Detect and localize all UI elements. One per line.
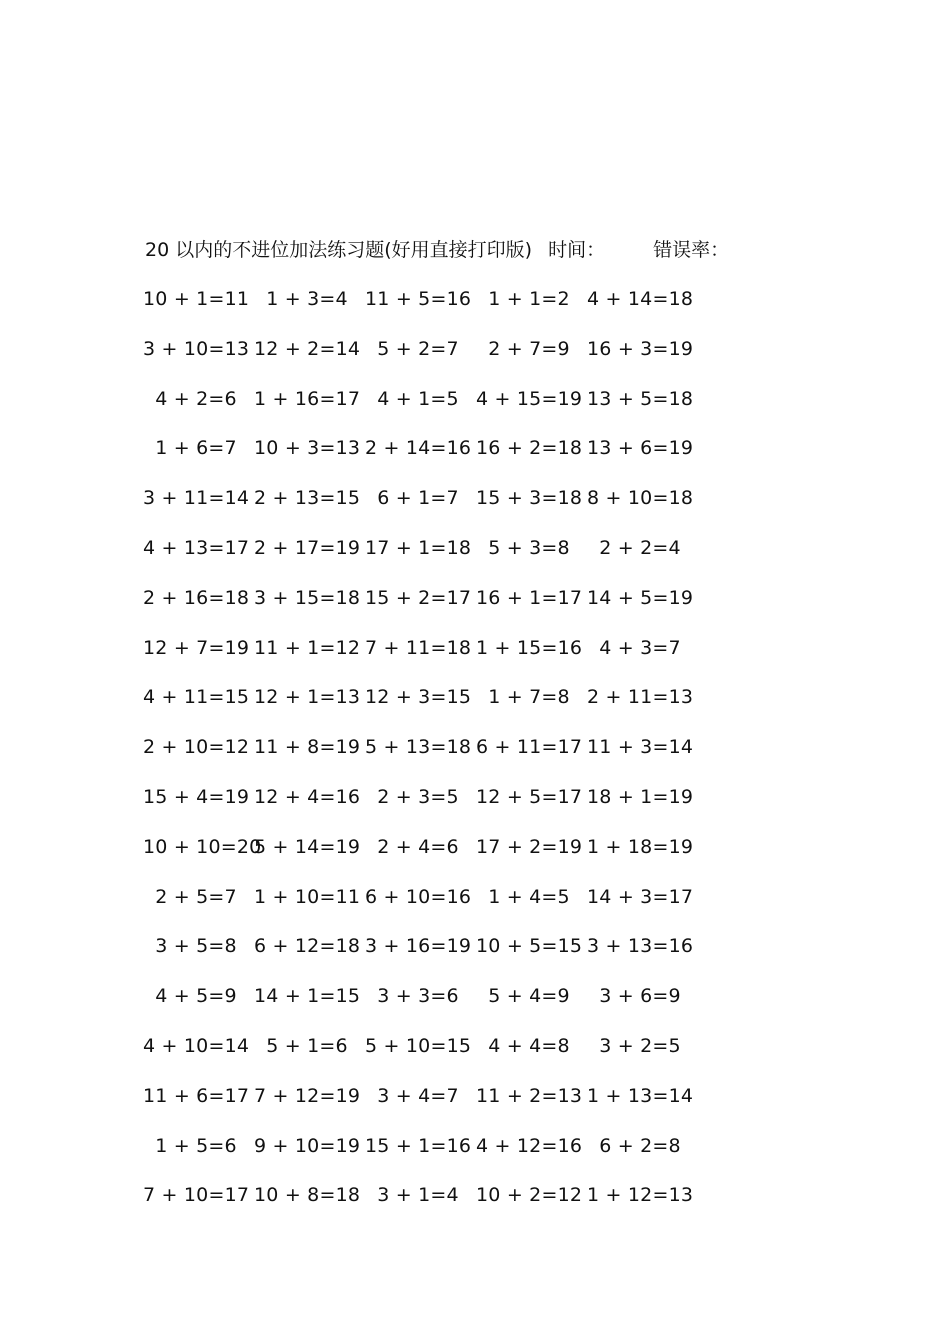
equation: 4 + 4=8: [488, 1034, 570, 1057]
equation: 11 + 8=19: [254, 736, 361, 759]
equation: 15 + 1=16: [365, 1134, 472, 1157]
equation-row: [145, 483, 705, 533]
equation: 7 + 12=19: [254, 1084, 361, 1107]
equation: 1 + 18=19: [587, 835, 694, 858]
equation-row: [145, 384, 705, 434]
equation: 4 + 1=5: [377, 387, 459, 410]
error-rate-label: 错误率：: [653, 239, 730, 261]
equation: 13 + 5=18: [587, 387, 694, 410]
equation: 1 + 10=11: [254, 885, 361, 908]
equation: 16 + 3=19: [587, 337, 694, 360]
equation: 10 + 2=12: [476, 1184, 583, 1207]
equation: 11 + 3=14: [587, 736, 694, 759]
equation-row: [145, 682, 705, 732]
equation: 11 + 2=13: [476, 1084, 583, 1107]
equation: 2 + 10=12: [143, 736, 250, 759]
equation: 7 + 10=17: [143, 1184, 250, 1207]
equation: 5 + 3=8: [488, 536, 570, 559]
equation: 2 + 16=18: [143, 586, 250, 609]
equation: 5 + 4=9: [488, 985, 570, 1008]
equation: 10 + 3=13: [254, 437, 361, 460]
equation: 3 + 5=8: [155, 935, 237, 958]
equation-row: [145, 1131, 705, 1181]
equation: 1 + 6=7: [155, 437, 237, 460]
equation: 1 + 5=6: [155, 1134, 237, 1157]
equation-row: [145, 633, 705, 683]
equation: 12 + 3=15: [365, 686, 472, 709]
equation: 3 + 3=6: [377, 985, 459, 1008]
equation-row: [145, 981, 705, 1031]
equation: 6 + 1=7: [377, 487, 459, 510]
equation: 17 + 1=18: [365, 536, 472, 559]
equation: 10 + 1=11: [143, 288, 250, 310]
equation: 15 + 4=19: [143, 785, 250, 808]
equation: 1 + 3=4: [266, 288, 348, 310]
equation: 7 + 11=18: [365, 636, 472, 659]
equation: 5 + 10=15: [365, 1034, 472, 1057]
time-label: 时间：: [548, 239, 606, 261]
equation: 17 + 2=19: [476, 835, 583, 858]
equation: 4 + 10=14: [143, 1034, 250, 1057]
equation: 16 + 1=17: [476, 586, 583, 609]
equation-row: [145, 433, 705, 483]
equation: 6 + 11=17: [476, 736, 583, 759]
equation: 4 + 3=7: [599, 636, 681, 659]
equation: 3 + 10=13: [143, 337, 250, 360]
equation: 1 + 1=2: [488, 288, 570, 310]
equation: 3 + 11=14: [143, 487, 250, 510]
equation: 4 + 2=6: [155, 387, 237, 410]
equation: 2 + 3=5: [377, 785, 459, 808]
equation: 2 + 2=4: [599, 536, 681, 559]
equation: 10 + 5=15: [476, 935, 583, 958]
equation: 2 + 4=6: [377, 835, 459, 858]
equation: 11 + 6=17: [143, 1084, 250, 1107]
equation: 4 + 15=19: [476, 387, 583, 410]
equation: 14 + 1=15: [254, 985, 361, 1008]
equation-row: [145, 1081, 705, 1131]
equation: 4 + 5=9: [155, 985, 237, 1008]
equation: 1 + 12=13: [587, 1184, 694, 1207]
equation: 10 + 8=18: [254, 1184, 361, 1207]
equation: 6 + 10=16: [365, 885, 472, 908]
equation-row: [145, 533, 705, 583]
equation: 6 + 12=18: [254, 935, 361, 958]
equation: 18 + 1=19: [587, 785, 694, 808]
equation-row: [145, 931, 705, 981]
equation: 4 + 12=16: [476, 1134, 583, 1157]
equation: 3 + 1=4: [377, 1184, 459, 1207]
equation: 11 + 1=12: [254, 636, 361, 659]
equation: 15 + 2=17: [365, 586, 472, 609]
equation-grid: [145, 284, 705, 1230]
equation: 14 + 5=19: [587, 586, 694, 609]
equation: 3 + 4=7: [377, 1084, 459, 1107]
equation: 3 + 2=5: [599, 1034, 681, 1057]
equation-row: [145, 334, 705, 384]
equation: 16 + 2=18: [476, 437, 583, 460]
equation: 4 + 11=15: [143, 686, 250, 709]
equation: 1 + 4=5: [488, 885, 570, 908]
equation: 1 + 16=17: [254, 387, 361, 410]
equation: 2 + 17=19: [254, 536, 361, 559]
equation: 2 + 13=15: [254, 487, 361, 510]
equation: 4 + 14=18: [587, 288, 694, 310]
equation: 13 + 6=19: [587, 437, 694, 460]
equation-row: [145, 832, 705, 882]
equation-row: [145, 1180, 705, 1230]
equation: 3 + 13=16: [587, 935, 694, 958]
equation: 9 + 10=19: [254, 1134, 361, 1157]
equation: 12 + 4=16: [254, 785, 361, 808]
equation: 11 + 5=16: [365, 288, 472, 310]
equation: 12 + 1=13: [254, 686, 361, 709]
equation: 10 + 10=20: [143, 835, 262, 858]
equation: 3 + 15=18: [254, 586, 361, 609]
equation: 12 + 5=17: [476, 785, 583, 808]
equation: 4 + 13=17: [143, 536, 250, 559]
equation-row: [145, 583, 705, 633]
worksheet-title: 20 以内的不进位加法练习题(好用直接打印版): [145, 239, 533, 261]
equation: 3 + 6=9: [599, 985, 681, 1008]
equation: 5 + 1=6: [266, 1034, 348, 1057]
worksheet-header: [145, 236, 729, 264]
equation-row: [145, 882, 705, 932]
equation-row: [145, 1031, 705, 1081]
equation: 6 + 2=8: [599, 1134, 681, 1157]
equation: 12 + 7=19: [143, 636, 250, 659]
equation: 1 + 13=14: [587, 1084, 694, 1107]
equation: 5 + 14=19: [254, 835, 361, 858]
equation: 14 + 3=17: [587, 885, 694, 908]
equation: 2 + 14=16: [365, 437, 472, 460]
equation: 2 + 11=13: [587, 686, 694, 709]
equation: 3 + 16=19: [365, 935, 472, 958]
equation: 1 + 7=8: [488, 686, 570, 709]
equation: 5 + 2=7: [377, 337, 459, 360]
equation: 8 + 10=18: [587, 487, 694, 510]
equation-row: [145, 732, 705, 782]
equation: 15 + 3=18: [476, 487, 583, 510]
equation: 2 + 5=7: [155, 885, 237, 908]
equation: 5 + 13=18: [365, 736, 472, 759]
equation: 1 + 15=16: [476, 636, 583, 659]
equation-row: [145, 782, 705, 832]
equation: 2 + 7=9: [488, 337, 570, 360]
equation-row: [145, 284, 705, 334]
equation: 12 + 2=14: [254, 337, 361, 360]
